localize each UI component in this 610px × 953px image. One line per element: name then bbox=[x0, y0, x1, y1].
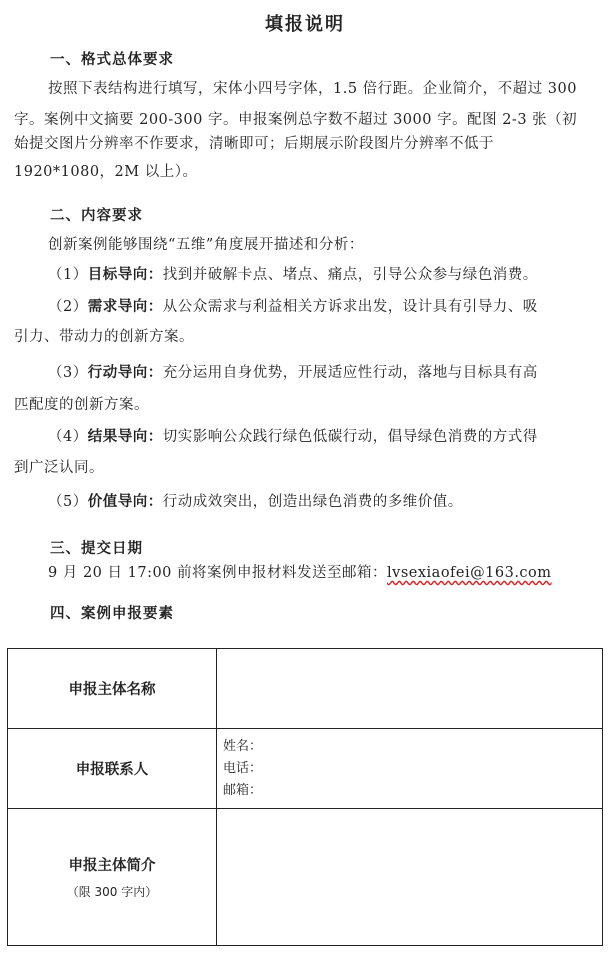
contact-label: 申报联系人 bbox=[8, 729, 217, 809]
section1-line-1: 按照下表结构进行填写，宋体小四号字体，1.5 倍行距。企业简介，不超过 300 bbox=[48, 81, 577, 97]
contact-name-label: 姓名： bbox=[223, 738, 263, 754]
section2-item-2: （2）需求导向：从公众需求与利益相关方诉求出发，设计具有引导力、吸 bbox=[48, 299, 538, 315]
contact-email-label: 邮箱： bbox=[223, 782, 263, 798]
section2-item-5: （5）价值导向：行动成效突出，创造出绿色消费的多维价值。 bbox=[48, 494, 463, 510]
section3-heading: 三、提交日期 bbox=[50, 541, 143, 557]
section2-heading: 二、内容要求 bbox=[50, 208, 143, 224]
section2-item-2-cont: 引力、带动力的创新方案。 bbox=[14, 329, 194, 345]
section2-intro: 创新案例能够围绕“五维”角度展开描述和分析： bbox=[48, 237, 364, 253]
form-row-entity-name bbox=[8, 649, 603, 729]
submission-email-link[interactable]: lvsexiaofei@163.com bbox=[387, 565, 552, 581]
contact-phone-label: 电话： bbox=[223, 760, 263, 776]
section2-item-4: （4）结果导向：切实影响公众践行绿色低碳行动，倡导绿色消费的方式得 bbox=[48, 429, 538, 445]
section1-line-3: 始提交图片分辨率不作要求，清晰即可；后期展示阶段图片分辨率不低于 bbox=[14, 136, 494, 152]
section2-item-3-cont: 匹配度的创新方案。 bbox=[14, 397, 149, 413]
entity-intro-label: 申报主体简介 bbox=[68, 858, 156, 874]
document-title: 填报说明 bbox=[265, 14, 345, 35]
section2-item-1: （1）目标导向：找到并破解卡点、堵点、痛点，引导公众参与绿色消费。 bbox=[48, 267, 538, 283]
section1-line-2: 字。案例中文摘要 200-300 字。申报案例总字数不超过 3000 字。配图 2-3 张（初 bbox=[14, 112, 578, 128]
form-row-entity-intro bbox=[8, 809, 603, 946]
section3-text: 9 月 20 日 17:00 前将案例申报材料发送至邮箱：lvsexiaofei@163.com bbox=[48, 565, 552, 581]
section4-heading: 四、案例申报要素 bbox=[50, 606, 174, 622]
entity-name-label: 申报主体名称 bbox=[8, 649, 217, 729]
entity-intro-field[interactable] bbox=[217, 809, 603, 946]
form-row-contact bbox=[8, 729, 603, 809]
section1-heading: 一、格式总体要求 bbox=[50, 52, 174, 68]
entity-name-field[interactable] bbox=[217, 649, 603, 729]
contact-field[interactable] bbox=[217, 729, 603, 809]
application-form-table bbox=[7, 648, 603, 946]
section1-line-4: 1920*1080，2M 以上）。 bbox=[14, 164, 198, 180]
entity-intro-label-cell bbox=[8, 809, 217, 946]
section2-item-4-cont: 到广泛认同。 bbox=[14, 460, 104, 476]
section2-item-3: （3）行动导向：充分运用自身优势，开展适应性行动，落地与目标具有高 bbox=[48, 365, 538, 381]
entity-intro-limit-note: （限 300 字内） bbox=[66, 885, 158, 899]
